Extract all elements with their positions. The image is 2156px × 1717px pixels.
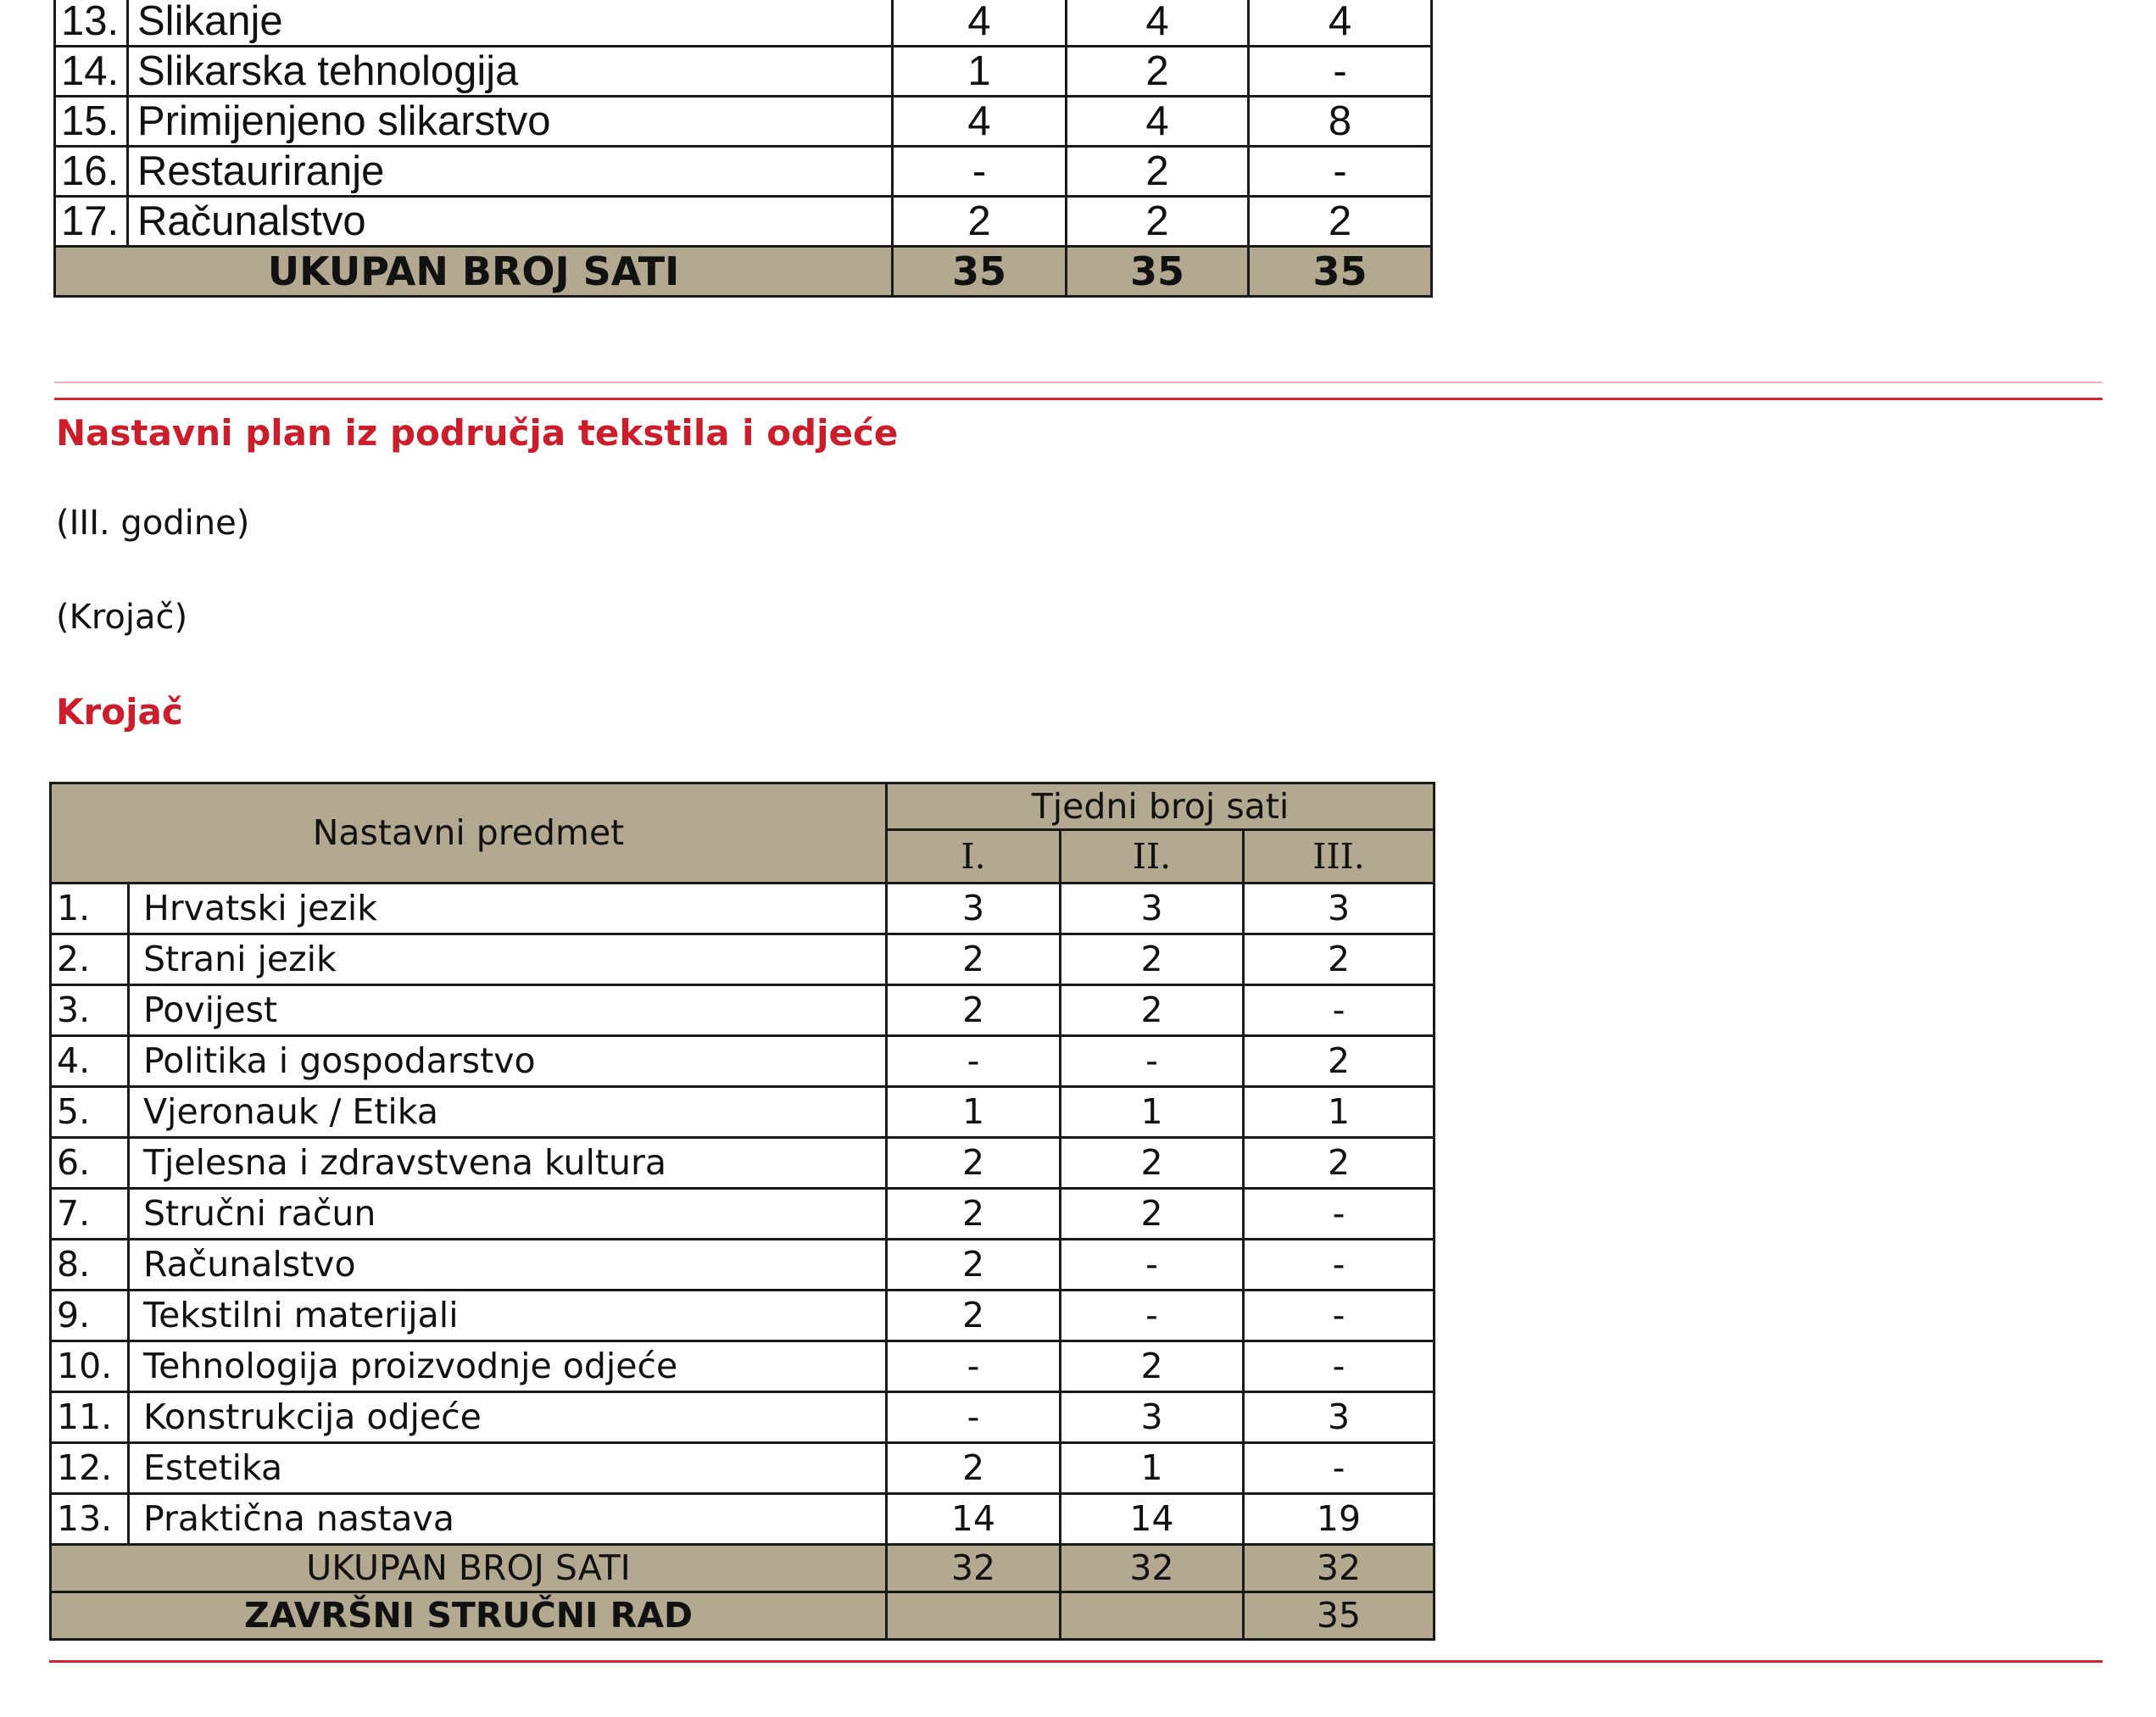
total-row [55,247,1432,297]
subject-header: Nastavni predmet [51,783,887,884]
occupation-heading: Krojač [56,691,183,733]
table-row [51,1189,1435,1240]
hours-year-2: 2 [1067,47,1249,97]
hours-year-2: 3 [1061,884,1244,934]
row-number: 9. [51,1291,129,1341]
hours-year-3: - [1244,985,1435,1036]
row-number: 11. [51,1392,129,1443]
table-row [51,1087,1435,1138]
subject-name: Tehnologija proizvodnje odjeće [129,1341,887,1392]
hours-year-2: 14 [1061,1494,1244,1545]
hours-year-1: 2 [887,1189,1061,1240]
total-year-2: 32 [1061,1545,1244,1592]
table-row [51,1341,1435,1392]
hours-year-2: 2 [1061,1189,1244,1240]
final-work-year-2 [1061,1592,1244,1640]
table-body [51,884,1435,1545]
final-work-label: ZAVRŠNI STRUČNI RAD [51,1592,887,1640]
subject-name: Tjelesna i zdravstvena kultura [129,1138,887,1189]
row-number: 5. [51,1087,129,1138]
year-3-header: III. [1244,830,1435,884]
hours-year-2: 3 [1061,1392,1244,1443]
hours-year-3: 3 [1244,884,1435,934]
hours-year-3: - [1244,1189,1435,1240]
hours-year-2: 2 [1061,985,1244,1036]
hours-year-1: 2 [887,1138,1061,1189]
subject-name: Hrvatski jezik [129,884,887,934]
table-row [51,884,1435,934]
divider-thin [54,382,2103,383]
table-row [51,1138,1435,1189]
table-row [51,1392,1435,1443]
bottom-divider [49,1660,2103,1663]
hours-year-3: 2 [1244,1036,1435,1087]
hours-year-3: 2 [1244,1138,1435,1189]
subject-name: Konstrukcija odjeće [129,1392,887,1443]
table-row [55,97,1432,147]
total-year-2: 35 [1067,247,1249,297]
subject-name: Računalstvo [128,197,893,247]
subject-name: Primijenjeno slikarstvo [128,97,893,147]
occupation-note: (Krojač) [56,598,188,637]
subject-name: Praktična nastava [129,1494,887,1545]
row-number: 14. [55,47,128,97]
row-number: 3. [51,985,129,1036]
hours-year-1: 4 [893,0,1067,47]
subject-name: Stručni račun [129,1189,887,1240]
total-year-3: 35 [1249,247,1432,297]
hours-year-1: 2 [887,985,1061,1036]
table-row [55,147,1432,197]
hours-year-1: 2 [887,1443,1061,1494]
hours-year-2: 2 [1067,197,1249,247]
row-number: 2. [51,934,129,985]
year-2-header: II. [1061,830,1244,884]
subject-name: Slikarska tehnologija [128,47,893,97]
hours-year-2: 2 [1061,1341,1244,1392]
hours-year-1: - [887,1341,1061,1392]
hours-year-3: 19 [1244,1494,1435,1545]
hours-year-2: 2 [1061,934,1244,985]
hours-year-3: - [1244,1240,1435,1291]
section-heading: Nastavni plan iz područja tekstila i odjeće [56,412,899,454]
subject-name: Povijest [129,985,887,1036]
hours-year-2: - [1061,1240,1244,1291]
table-row [51,1291,1435,1341]
final-work-row [51,1592,1435,1640]
years-note: (III. godine) [56,504,250,543]
row-number: 6. [51,1138,129,1189]
table-row [55,47,1432,97]
hours-year-2: 2 [1067,147,1249,197]
total-label: UKUPAN BROJ SATI [51,1545,887,1592]
subject-name: Strani jezik [129,934,887,985]
total-year-1: 32 [887,1545,1061,1592]
table-row [51,985,1435,1036]
row-number: 17. [55,197,128,247]
hours-year-3: 2 [1244,934,1435,985]
table-row [55,197,1432,247]
hours-year-3: 2 [1249,197,1432,247]
subject-name: Vjeronauk / Etika [129,1087,887,1138]
hours-year-3: 4 [1249,0,1432,47]
subject-name: Slikanje [128,0,893,47]
hours-year-3: - [1244,1341,1435,1392]
hours-year-2: 4 [1067,97,1249,147]
hours-year-2: 4 [1067,0,1249,47]
hours-year-1: 1 [887,1087,1061,1138]
row-number: 13. [55,0,128,47]
subject-name: Restauriranje [128,147,893,197]
total-year-1: 35 [893,247,1067,297]
hours-year-1: - [887,1392,1061,1443]
table-row [51,1443,1435,1494]
table-row [51,1494,1435,1545]
hours-year-1: 2 [887,1240,1061,1291]
weekly-hours-header: Tjedni broj sati [887,783,1435,830]
final-work-year-1 [887,1592,1061,1640]
subject-name: Računalstvo [129,1240,887,1291]
subject-name: Politika i gospodarstvo [129,1036,887,1087]
table-row [51,1240,1435,1291]
total-year-3: 32 [1244,1545,1435,1592]
hours-year-3: - [1244,1443,1435,1494]
hours-year-1: 4 [893,97,1067,147]
table-row [51,934,1435,985]
hours-year-2: - [1061,1291,1244,1341]
hours-year-2: 1 [1061,1087,1244,1138]
hours-year-2: 2 [1061,1138,1244,1189]
hours-year-1: 3 [887,884,1061,934]
hours-year-1: 2 [887,1291,1061,1341]
subject-name: Estetika [129,1443,887,1494]
curriculum-table-continued [53,0,1433,298]
year-1-header: I. [887,830,1061,884]
hours-year-3: 3 [1244,1392,1435,1443]
table-row [51,1036,1435,1087]
hours-year-1: - [887,1036,1061,1087]
row-number: 12. [51,1443,129,1494]
row-number: 1. [51,884,129,934]
hours-year-1: - [893,147,1067,197]
table-body [55,0,1432,247]
header-row [51,783,1435,830]
hours-year-1: 1 [893,47,1067,97]
krojac-curriculum-table [49,782,1435,1641]
hours-year-3: 1 [1244,1087,1435,1138]
hours-year-2: 1 [1061,1443,1244,1494]
hours-year-3: 8 [1249,97,1432,147]
row-number: 15. [55,97,128,147]
row-number: 10. [51,1341,129,1392]
hours-year-1: 14 [887,1494,1061,1545]
divider [54,398,2103,400]
total-row [51,1545,1435,1592]
total-label: UKUPAN BROJ SATI [55,247,893,297]
row-number: 13. [51,1494,129,1545]
final-work-year-3: 35 [1244,1592,1435,1640]
hours-year-3: - [1244,1291,1435,1341]
hours-year-1: 2 [893,197,1067,247]
hours-year-2: - [1061,1036,1244,1087]
row-number: 8. [51,1240,129,1291]
subject-name: Tekstilni materijali [129,1291,887,1341]
hours-year-3: - [1249,47,1432,97]
hours-year-3: - [1249,147,1432,197]
row-number: 16. [55,147,128,197]
hours-year-1: 2 [887,934,1061,985]
table-row [55,0,1432,47]
row-number: 7. [51,1189,129,1240]
row-number: 4. [51,1036,129,1087]
